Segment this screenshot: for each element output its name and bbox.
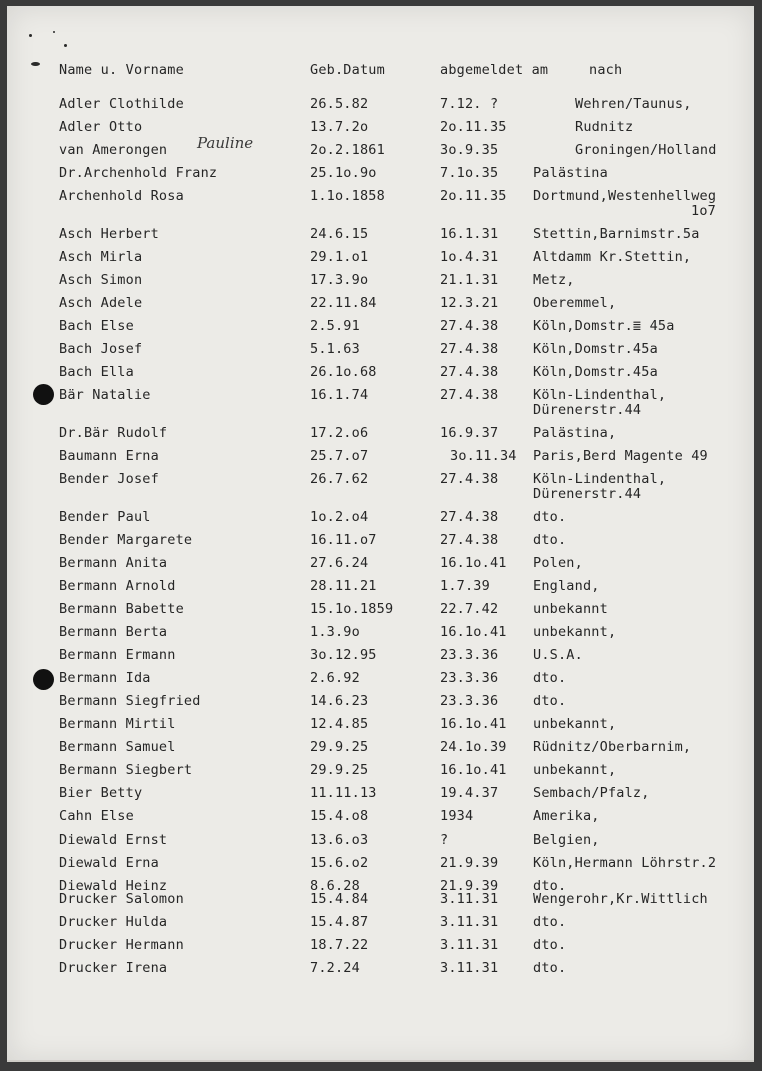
- person-name: Asch Adele: [59, 295, 143, 311]
- person-name: Dr.Bär Rudolf: [59, 425, 168, 441]
- destination: Sembach/Pfalz,: [533, 785, 650, 801]
- birth-date: 7.2.24: [310, 960, 360, 976]
- table-row: [7, 691, 754, 711]
- deregistration-date: 7.12. ?: [440, 96, 499, 112]
- birth-date: 2o.2.1861: [310, 142, 385, 158]
- person-name: Diewald Erna: [59, 855, 159, 871]
- ink-speck: [29, 34, 32, 37]
- person-name: Adler Clothilde: [59, 96, 184, 112]
- birth-date: 12.4.85: [310, 716, 369, 732]
- person-name: Drucker Salomon: [59, 891, 184, 907]
- deregistration-date: 27.4.38: [440, 364, 499, 380]
- person-name: Bermann Siegfried: [59, 693, 201, 709]
- person-name: Bermann Ida: [59, 670, 151, 686]
- table-row: [7, 830, 754, 850]
- birth-date: 22.11.84: [310, 295, 377, 311]
- destination: Groningen/Holland: [575, 142, 717, 158]
- birth-date: 3o.12.95: [310, 647, 377, 663]
- deregistration-date: 1.7.39: [440, 578, 490, 594]
- birth-date: 25.7.o7: [310, 448, 369, 464]
- deregistration-date: 7.1o.35: [440, 165, 499, 181]
- deregistration-date: 16.1o.41: [440, 716, 507, 732]
- table-row: [7, 737, 754, 757]
- destination: dto.: [533, 693, 567, 709]
- deregistration-date: 3.11.31: [440, 960, 499, 976]
- person-name: Asch Herbert: [59, 226, 159, 242]
- deregistration-date: 27.4.38: [440, 532, 499, 548]
- punch-hole: [33, 384, 54, 405]
- person-name: Adler Otto: [59, 119, 143, 135]
- page-edge: [7, 1060, 754, 1062]
- birth-date: 16.1.74: [310, 387, 369, 403]
- deregistration-date: 16.1o.41: [440, 624, 507, 640]
- person-name: Baumann Erna: [59, 448, 159, 464]
- person-name: Bermann Berta: [59, 624, 168, 640]
- person-name: Bermann Anita: [59, 555, 168, 571]
- table-row: [7, 912, 754, 932]
- table-row: [7, 783, 754, 803]
- birth-date: 25.1o.9o: [310, 165, 377, 181]
- birth-date: 26.1o.68: [310, 364, 377, 380]
- deregistration-date: 21.9.39: [440, 855, 499, 871]
- person-name: Bermann Samuel: [59, 739, 176, 755]
- table-row: [7, 853, 754, 873]
- destination: Köln,Domstr.≣ 45a: [533, 318, 675, 334]
- birth-date: 27.6.24: [310, 555, 369, 571]
- person-name: Bermann Siegbert: [59, 762, 193, 778]
- birth-date: 26.7.62: [310, 471, 369, 487]
- birth-date: 13.7.2o: [310, 119, 369, 135]
- table-row: [7, 760, 754, 780]
- destination: dto.: [533, 937, 567, 953]
- person-name: Diewald Ernst: [59, 832, 168, 848]
- destination: Amerika,: [533, 808, 600, 824]
- destination: Köln,Hermann Löhrstr.2: [533, 855, 717, 871]
- table-row: [7, 469, 754, 502]
- table-row: [7, 806, 754, 826]
- table-row: [7, 163, 754, 183]
- table-row: [7, 247, 754, 267]
- table-row: [7, 94, 754, 114]
- deregistration-date: 16.9.37: [440, 425, 499, 441]
- table-row: [7, 385, 754, 418]
- destination: dto.: [533, 914, 567, 930]
- table-row: [7, 935, 754, 955]
- birth-date: 8.6.28: [310, 878, 360, 894]
- handwritten-note: Pauline: [197, 134, 254, 152]
- destination: Polen,: [533, 555, 583, 571]
- person-name: Drucker Hulda: [59, 914, 168, 930]
- table-row: [7, 530, 754, 550]
- birth-date: 1.1o.1858: [310, 188, 385, 204]
- destination: Köln-Lindenthal,: [533, 387, 667, 403]
- deregistration-date: 1934: [440, 808, 474, 824]
- deregistration-date: 3.11.31: [440, 914, 499, 930]
- destination: dto.: [533, 532, 567, 548]
- person-name: Bermann Arnold: [59, 578, 176, 594]
- ink-speck: [64, 44, 67, 47]
- person-name: Asch Simon: [59, 272, 143, 288]
- deregistration-date: 27.4.38: [440, 471, 499, 487]
- destination-continued: Dürenerstr.44: [533, 486, 642, 502]
- destination: dto.: [533, 670, 567, 686]
- person-name: Cahn Else: [59, 808, 134, 824]
- person-name: Archenhold Rosa: [59, 188, 184, 204]
- deregistration-date: 12.3.21: [440, 295, 499, 311]
- table-row: [7, 507, 754, 527]
- destination: England,: [533, 578, 600, 594]
- destination: Rüdnitz/Oberbarnim,: [533, 739, 692, 755]
- deregistration-date: 3o.11.34: [450, 448, 517, 464]
- person-name: Bier Betty: [59, 785, 143, 801]
- table-row: [7, 293, 754, 313]
- table-row: [7, 622, 754, 642]
- table-row: [7, 362, 754, 382]
- deregistration-date: 3.11.31: [440, 937, 499, 953]
- deregistration-date: 24.1o.39: [440, 739, 507, 755]
- header-birth-date: Geb.Datum: [310, 62, 385, 78]
- birth-date: 1.3.9o: [310, 624, 360, 640]
- person-name: van Amerongen: [59, 142, 168, 158]
- table-header: [7, 60, 754, 80]
- header-destination: nach: [589, 62, 623, 78]
- destination-continued: Dürenerstr.44: [533, 402, 642, 418]
- birth-date: 1o.2.o4: [310, 509, 369, 525]
- person-name: Bär Natalie: [59, 387, 151, 403]
- birth-date: 13.6.o3: [310, 832, 369, 848]
- destination: unbekannt,: [533, 762, 617, 778]
- deregistration-date: 3o.9.35: [440, 142, 499, 158]
- table-row: [7, 645, 754, 665]
- person-name: Bermann Babette: [59, 601, 184, 617]
- birth-date: 29.9.25: [310, 739, 369, 755]
- table-row: [7, 553, 754, 573]
- destination-continued: 1o7: [691, 203, 716, 219]
- birth-date: 15.1o.1859: [310, 601, 394, 617]
- birth-date: 14.6.23: [310, 693, 369, 709]
- birth-date: 29.1.o1: [310, 249, 369, 265]
- destination: U.S.A.: [533, 647, 583, 663]
- deregistration-date: 27.4.38: [440, 509, 499, 525]
- header-name: Name u. Vorname: [59, 62, 184, 78]
- punch-hole: [33, 669, 54, 690]
- deregistration-date: 21.1.31: [440, 272, 499, 288]
- person-name: Bach Ella: [59, 364, 134, 380]
- destination: Paris,Berd Magente 49: [533, 448, 708, 464]
- deregistration-date: 27.4.38: [440, 387, 499, 403]
- destination: Dortmund,Westenhellweg: [533, 188, 717, 204]
- document-page: [7, 6, 754, 1062]
- table-row: [7, 117, 754, 137]
- person-name: Bach Josef: [59, 341, 143, 357]
- destination: Belgien,: [533, 832, 600, 848]
- deregistration-date: 23.3.36: [440, 647, 499, 663]
- destination: Köln-Lindenthal,: [533, 471, 667, 487]
- birth-date: 17.3.9o: [310, 272, 369, 288]
- deregistration-date: 23.3.36: [440, 693, 499, 709]
- deregistration-date: 27.4.38: [440, 341, 499, 357]
- birth-date: 16.11.o7: [310, 532, 377, 548]
- table-row: [7, 576, 754, 596]
- person-name: Bach Else: [59, 318, 134, 334]
- birth-date: 26.5.82: [310, 96, 369, 112]
- destination: dto.: [533, 878, 567, 894]
- person-name: Drucker Irena: [59, 960, 168, 976]
- birth-date: 28.11.21: [310, 578, 377, 594]
- table-row: [7, 270, 754, 290]
- person-name: Bermann Ermann: [59, 647, 176, 663]
- destination: Palästina: [533, 165, 608, 181]
- destination: unbekannt: [533, 601, 608, 617]
- table-row: [7, 958, 754, 978]
- person-name: Drucker Hermann: [59, 937, 184, 953]
- destination: Metz,: [533, 272, 575, 288]
- deregistration-date: 16.1o.41: [440, 762, 507, 778]
- person-name: Bender Paul: [59, 509, 151, 525]
- deregistration-date: 23.3.36: [440, 670, 499, 686]
- destination: Rudnitz: [575, 119, 634, 135]
- birth-date: 15.4.o8: [310, 808, 369, 824]
- deregistration-date: ?: [440, 832, 449, 848]
- ink-speck: [53, 31, 55, 33]
- deregistration-date: 3.11.31: [440, 891, 499, 907]
- table-row: [7, 186, 754, 219]
- table-row: [7, 423, 754, 443]
- destination: unbekannt,: [533, 624, 617, 640]
- destination: Köln,Domstr.45a: [533, 364, 658, 380]
- table-row: [7, 316, 754, 336]
- person-name: Diewald Heinz: [59, 878, 168, 894]
- header-deregistered: abgemeldet am: [440, 62, 549, 78]
- destination: dto.: [533, 960, 567, 976]
- birth-date: 15.4.84: [310, 891, 369, 907]
- birth-date: 17.2.o6: [310, 425, 369, 441]
- table-row: [7, 446, 754, 466]
- person-name: Bermann Mirtil: [59, 716, 176, 732]
- destination: Köln,Domstr.45a: [533, 341, 658, 357]
- deregistration-date: 2o.11.35: [440, 188, 507, 204]
- deregistration-date: 16.1.31: [440, 226, 499, 242]
- person-name: Dr.Archenhold Franz: [59, 165, 218, 181]
- table-row: [7, 889, 754, 909]
- deregistration-date: 16.1o.41: [440, 555, 507, 571]
- person-name: Bender Margarete: [59, 532, 193, 548]
- destination: Wengerohr,Kr.Wittlich: [533, 891, 708, 907]
- deregistration-date: 2o.11.35: [440, 119, 507, 135]
- birth-date: 2.5.91: [310, 318, 360, 334]
- destination: Altdamm Kr.Stettin,: [533, 249, 692, 265]
- deregistration-date: 1o.4.31: [440, 249, 499, 265]
- table-row: [7, 714, 754, 734]
- deregistration-date: 27.4.38: [440, 318, 499, 334]
- destination: Palästina,: [533, 425, 617, 441]
- table-row: [7, 140, 754, 160]
- person-name: Bender Josef: [59, 471, 159, 487]
- destination: Wehren/Taunus,: [575, 96, 692, 112]
- table-row: [7, 224, 754, 244]
- destination: unbekannt,: [533, 716, 617, 732]
- table-row: [7, 339, 754, 359]
- deregistration-date: 19.4.37: [440, 785, 499, 801]
- table-row: [7, 668, 754, 688]
- destination: Stettin,Barnimstr.5a: [533, 226, 700, 242]
- table-row: [7, 599, 754, 619]
- birth-date: 5.1.63: [310, 341, 360, 357]
- birth-date: 18.7.22: [310, 937, 369, 953]
- destination: dto.: [533, 509, 567, 525]
- deregistration-date: 21.9.39: [440, 878, 499, 894]
- birth-date: 15.4.87: [310, 914, 369, 930]
- birth-date: 24.6.15: [310, 226, 369, 242]
- person-name: Asch Mirla: [59, 249, 143, 265]
- destination: Oberemmel,: [533, 295, 617, 311]
- birth-date: 2.6.92: [310, 670, 360, 686]
- birth-date: 15.6.o2: [310, 855, 369, 871]
- birth-date: 29.9.25: [310, 762, 369, 778]
- birth-date: 11.11.13: [310, 785, 377, 801]
- deregistration-date: 22.7.42: [440, 601, 499, 617]
